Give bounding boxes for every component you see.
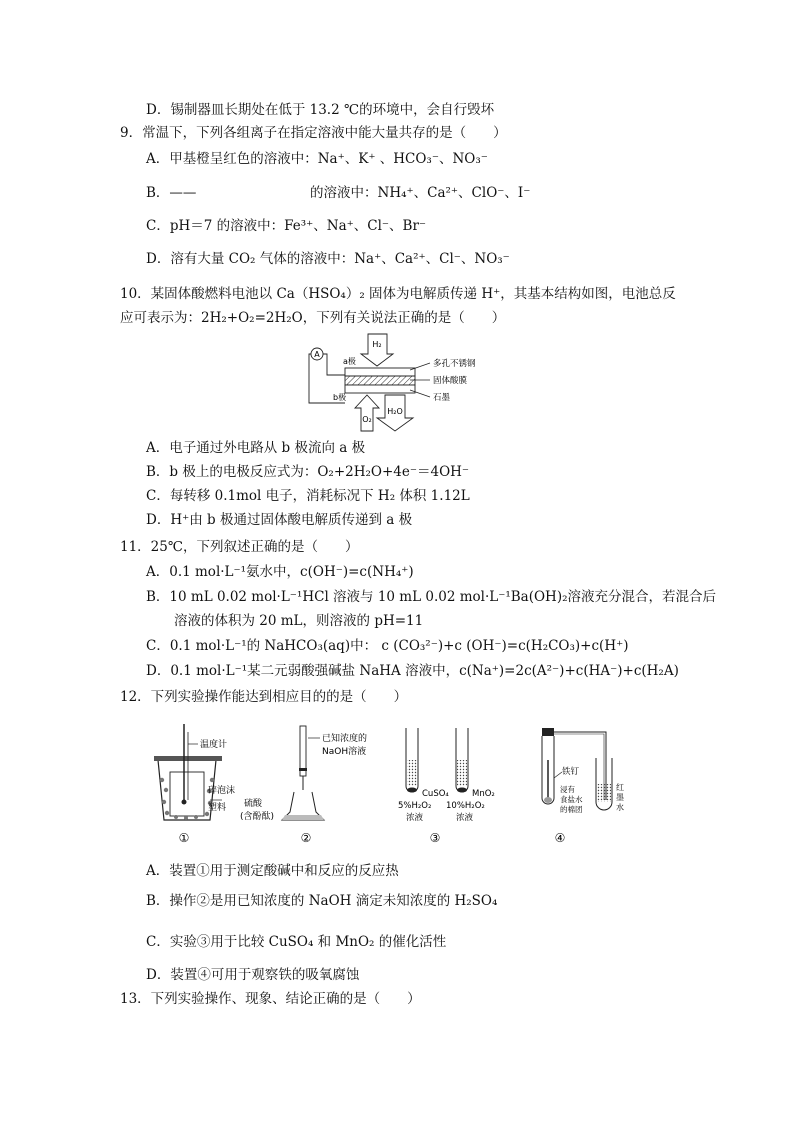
q12-stem: 12．下列实验操作能达到相应目的的是（ ） xyxy=(120,689,408,705)
cuso4-label: CuSO₄ xyxy=(422,789,449,799)
q12-option-a: A．装置①用于测定酸碱中和反应的反应热 xyxy=(146,863,399,879)
q11-option-b-line1: B．10 mL 0.02 mol·L⁻¹HCl 溶液与 10 mL 0.02 mol·L⁻¹Ba(OH)₂溶液充分混合，若混合后 xyxy=(146,589,717,605)
ammeter-label: A xyxy=(314,350,320,359)
q9-stem: 9．常温下，下列各组离子在指定溶液中能大量共存的是（ ） xyxy=(120,125,507,141)
q9-option-b xyxy=(146,184,530,202)
graphite-label: 石墨 xyxy=(433,393,451,403)
ink-label-3: 水 xyxy=(616,803,624,812)
nail-label: 铁钉 xyxy=(562,767,580,777)
acid-label-1: 硫酸 xyxy=(244,799,263,809)
q13-stem: 13．下列实验操作、现象、结论正确的是（ ） xyxy=(120,991,421,1007)
q11-option-b-line2: 溶液的体积为 20 mL，则溶液的 pH=11 xyxy=(174,613,424,629)
fuel-cell-diagram xyxy=(305,330,520,435)
solid-acid-membrane xyxy=(345,376,415,385)
q9-option-d: D．溶有大量 CO₂ 气体的溶液中：Na⁺、Ca²⁺、Cl⁻、NO₃⁻ xyxy=(146,251,510,267)
h2-inlet-arrow xyxy=(361,334,393,366)
soak-label-3: 的棉团 xyxy=(560,805,583,814)
porous-steel-layer xyxy=(345,368,415,376)
h2-label: H₂ xyxy=(372,340,382,349)
soak-label-1: 浸有 xyxy=(560,785,575,794)
figure-3-number: ③ xyxy=(429,831,441,845)
figure-2-number: ② xyxy=(300,831,312,845)
figure-1-number: ① xyxy=(178,831,190,845)
foam-label-1: 碎泡沫 xyxy=(208,786,236,796)
figure-4-corrosion xyxy=(542,728,624,845)
soak-label-2: 食盐水 xyxy=(560,795,583,804)
graphite-layer xyxy=(345,385,415,393)
q12-option-b: B．操作②是用已知浓度的 NaOH 滴定未知浓度的 H₂SO₄ xyxy=(146,893,498,909)
q10-option-b: B．b 极上的电极反应式为：O₂+2H₂O+4e⁻＝4OH⁻ xyxy=(146,464,470,480)
ink-label-2: 墨 xyxy=(616,793,624,802)
q8-option-d: D．锡制器皿长期处在低于 13.2 ℃的环境中，会自行毁坏 xyxy=(146,102,495,118)
q10-option-c: C．每转移 0.1mol 电子，消耗标况下 H₂ 体积 1.12L xyxy=(146,488,470,504)
tube-right-label-2: 浓液 xyxy=(456,813,474,823)
q12-option-d: D．装置④可用于观察铁的吸氧腐蚀 xyxy=(146,967,360,983)
electrode-a-label: a极 xyxy=(343,357,356,366)
q9-option-b-suffix: 的溶液中：NH₄⁺、Ca²⁺、ClO⁻、I⁻ xyxy=(310,185,531,201)
q9-option-c: C．pH＝7 的溶液中：Fe³⁺、Na⁺、Cl⁻、Br⁻ xyxy=(146,218,427,234)
experiment-figures xyxy=(150,720,650,850)
tube-right-label-1: 10%H₂O₂ xyxy=(446,801,485,811)
h2o-label: H₂O xyxy=(387,407,403,416)
figure-2-titration xyxy=(240,726,367,845)
figure-4-number: ④ xyxy=(554,831,566,845)
q10-stem-line2: 应可表示为：2H₂+O₂=2H₂O，下列有关说法正确的是（ ） xyxy=(120,310,506,326)
acid-label-2: (含酚酞) xyxy=(240,812,275,822)
mno2-label: MnO₂ xyxy=(472,789,495,799)
o2-label: O₂ xyxy=(362,415,372,424)
porous-steel-label: 多孔不锈钢 xyxy=(433,359,476,369)
o2-inlet-arrow xyxy=(355,395,379,431)
q9-option-b-prefix: B．—— xyxy=(146,185,197,201)
figure-1-calorimeter xyxy=(154,724,235,845)
q9-option-a: A．甲基橙呈红色的溶液中：Na⁺、K⁺ 、HCO₃⁻、NO₃⁻ xyxy=(146,151,488,167)
ink-label-1: 红 xyxy=(616,783,624,792)
q12-option-c: C．实验③用于比较 CuSO₄ 和 MnO₂ 的催化活性 xyxy=(146,934,447,950)
q10-option-a: A．电子通过外电路从 b 极流向 a 极 xyxy=(146,440,366,456)
electrode-b-label: b极 xyxy=(333,393,347,402)
solid-acid-label: 固体酸膜 xyxy=(433,376,468,386)
tube-left-label-2: 浓液 xyxy=(406,813,424,823)
q10-option-d: D．H⁺由 b 极通过固体酸电解质传递到 a 极 xyxy=(146,512,413,528)
q11-option-d: D．0.1 mol·L⁻¹某二元弱酸强碱盐 NaHA 溶液中，c(Na⁺)=2c(A²⁻)+c(HA⁻)+c(H₂A) xyxy=(146,663,679,679)
tube-left-label-1: 5%H₂O₂ xyxy=(398,801,432,811)
naoh-label-2: NaOH溶液 xyxy=(322,747,367,757)
q11-stem: 11．25℃，下列叙述正确的是（ ） xyxy=(120,539,359,555)
q11-option-a: A．0.1 mol·L⁻¹氨水中，c(OH⁻)=c(NH₄⁺) xyxy=(146,564,414,580)
naoh-label-1: 已知浓度的 xyxy=(322,734,368,744)
figure-3-test-tubes xyxy=(398,728,495,845)
foam-label-2: 塑料 xyxy=(208,803,227,813)
thermometer-label: 温度计 xyxy=(200,740,228,750)
q10-stem-line1: 10．某固体酸燃料电池以 Ca（HSO₄）₂ 固体为电解质传递 H⁺，其基本结构如图，电池总反 xyxy=(120,286,676,302)
q11-option-c: C．0.1 mol·L⁻¹的 NaHCO₃(aq)中： c (CO₃²⁻)+c (OH⁻)=c(H₂CO₃)+c(H⁺) xyxy=(146,638,629,654)
